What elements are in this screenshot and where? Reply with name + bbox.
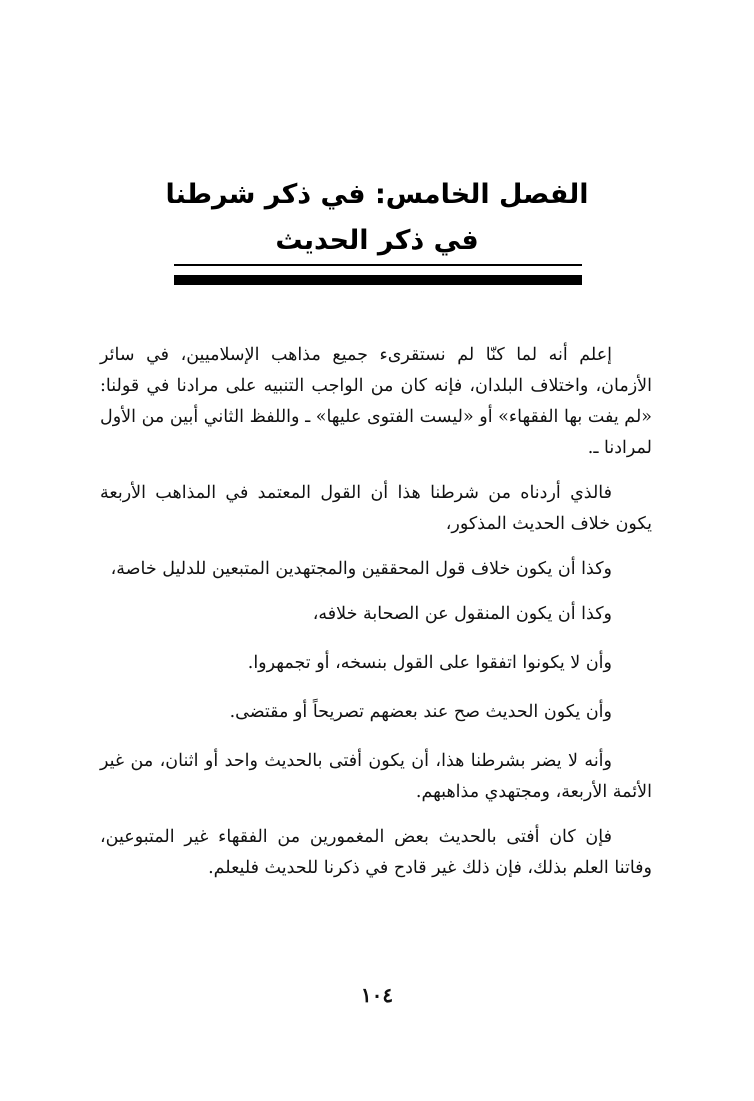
paragraph-condition-3: وكذا أن يكون المنقول عن الصحابة خلافه، [312, 604, 612, 624]
paragraph-note-1: وأنه لا يضر بشرطنا هذا، أن يكون أفتى بالحديث واحد أو اثنان، من غير الأئمة الأربعة، ومجتهدي مذاهبهم. [100, 751, 652, 802]
title-divider-thick [174, 275, 582, 285]
chapter-title-line-1: الفصل الخامس: في ذكر شرطنا [165, 179, 589, 210]
paragraph-note-2: فإن كان أفتى بالحديث بعض المغمورين من الفقهاء غير المتبوعين، وفاتنا العلم بذلك، فإن ذلك غير قادح في ذكرنا للحديث فليعلم. [100, 827, 652, 878]
paragraph-intro: إعلم أنه لما كنّا لم نستقرىء جميع مذاهب الإسلاميين، في سائر الأزمان، واختلاف البلدان، فإنه كان من الواجب التنبيه على مرادنا في قولنا: «لم يفت بها الفقهاء» أو «ليست الفتوى عليها» ـ واللفظ الثاني أبين من الأول لمرادنا ـ. [100, 345, 652, 458]
chapter-body [100, 340, 652, 898]
paragraph-condition-4: وأن لا يكونوا اتفقوا على القول بنسخه، أو تجمهروا. [247, 653, 612, 673]
paragraph-condition-5: وأن يكون الحديث صح عند بعضهم تصريحاً أو مقتضى. [229, 702, 612, 722]
page-number: ١٠٤ [360, 983, 394, 1007]
chapter-title-line-2: في ذكر الحديث [275, 225, 479, 256]
paragraph-condition-1: فالذي أردناه من شرطنا هذا أن القول المعتمد في المذاهب الأربعة يكون خلاف الحديث المذكور، [100, 483, 652, 534]
title-divider-thin [174, 264, 582, 266]
paragraph-condition-2: وكذا أن يكون خلاف قول المحققين والمجتهدين المتبعين للدليل خاصة، [110, 559, 612, 579]
